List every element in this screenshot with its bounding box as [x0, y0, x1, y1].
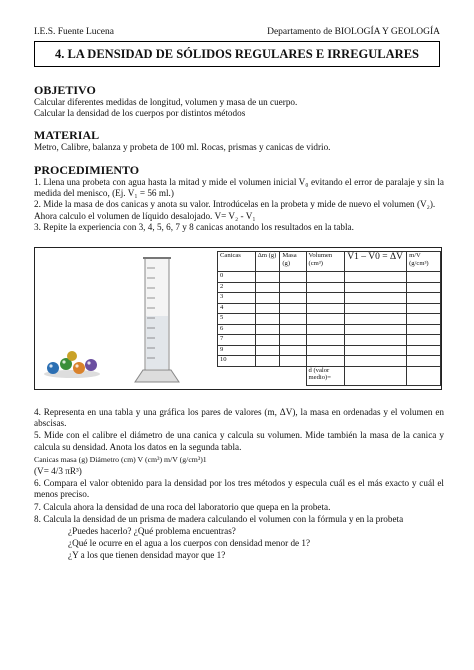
- step-5c: (V= 4/3 πR³): [34, 466, 82, 477]
- step-6: 6. Compara el valor obtenido para la densidad por los tres métodos y especula cuál es el más exacto y cuál el menos preciso.: [34, 478, 444, 500]
- row-label: 6: [218, 324, 256, 335]
- table-row: [218, 345, 441, 356]
- table-cell[interactable]: [280, 293, 306, 304]
- row-label: 5: [218, 314, 256, 325]
- table-cell[interactable]: [345, 272, 407, 283]
- header-masa: Masa (g): [280, 252, 306, 272]
- row-label: 7: [218, 335, 256, 346]
- mean-density-cell[interactable]: [407, 366, 441, 385]
- objetivo-heading: OBJETIVO: [34, 83, 96, 97]
- school-name: I.E.S. Fuente Lucena: [34, 27, 114, 37]
- table-cell[interactable]: [280, 282, 306, 293]
- graduated-cylinder-image: [107, 254, 207, 384]
- step-4: 4. Representa en una tabla y una gráfica los pares de valores (m, ΔV), la masa en ordenadas y el volumen en abscisas.: [34, 407, 444, 429]
- table-row: [218, 314, 441, 325]
- header-delta-v: V1 – V0 = ΔV: [345, 252, 407, 272]
- table-cell[interactable]: [280, 324, 306, 335]
- step-1: 1. Llena una probeta con agua hasta la mitad y mide el volumen inicial V₀ evitando el error de paralaje y sin la medida del menisco, (Ej. V₁ = 56 ml.): [34, 177, 444, 199]
- material-line-1: Metro, Calibre, balanza y probeta de 100 ml. Rocas, prismas y canicas de vidrio.: [34, 142, 331, 152]
- table-cell[interactable]: [407, 324, 441, 335]
- page-header: [34, 27, 440, 39]
- empty-cell: [255, 366, 280, 385]
- table-cell[interactable]: [255, 282, 280, 293]
- table-cell[interactable]: [280, 345, 306, 356]
- table-cell[interactable]: [407, 303, 441, 314]
- table-cell[interactable]: [345, 345, 407, 356]
- procedimiento-section: [34, 163, 444, 233]
- header-delta-m: Δm (g): [255, 252, 280, 272]
- table-cell[interactable]: [255, 303, 280, 314]
- header-canicas: Canicas: [218, 252, 256, 272]
- step-8: 8. Calcula la densidad de un prisma de madera calculando el volumen con la fórmula y en la probeta: [34, 513, 404, 524]
- table-cell[interactable]: [306, 293, 345, 304]
- table-cell[interactable]: [255, 356, 280, 367]
- table-cell[interactable]: [407, 282, 441, 293]
- table-cell[interactable]: [407, 356, 441, 367]
- table-cell[interactable]: [345, 335, 407, 346]
- table-cell[interactable]: [255, 324, 280, 335]
- department-name: Departamento de BIOLOGÍA Y GEOLOGÍA: [267, 27, 440, 37]
- row-label: 10: [218, 356, 256, 367]
- step-3: 3. Repite la experiencia con 3, 4, 5, 6, 7 y 8 canicas anotando los resultados en la tabla.: [34, 221, 354, 232]
- row-label: 4: [218, 303, 256, 314]
- table-cell[interactable]: [345, 324, 407, 335]
- table-cell[interactable]: [345, 314, 407, 325]
- row-label: 3: [218, 293, 256, 304]
- table-row: [218, 335, 441, 346]
- mean-density-cell[interactable]: [345, 366, 407, 385]
- table-row: [218, 356, 441, 367]
- objetivo-section: [34, 83, 444, 119]
- table-cell[interactable]: [407, 314, 441, 325]
- table-cell[interactable]: [306, 314, 345, 325]
- table-cell[interactable]: [306, 282, 345, 293]
- table-cell[interactable]: [345, 293, 407, 304]
- objetivo-line-1: Calcular diferentes medidas de longitud, volumen y masa de un cuerpo.: [34, 97, 298, 107]
- step-2b: Ahora calculo el volumen de líquido desalojado. V= V₂ - V₁: [34, 210, 256, 221]
- row-label: 0: [218, 272, 256, 283]
- table-header-row: [218, 252, 441, 272]
- table-cell[interactable]: [306, 324, 345, 335]
- mean-density-label: d (valor medio)=: [306, 366, 345, 385]
- experiment-figure: [34, 247, 442, 390]
- material-section: [34, 128, 444, 153]
- table-cell[interactable]: [306, 345, 345, 356]
- question-3: ¿Y a los que tienen densidad mayor que 1?: [68, 550, 226, 561]
- table-cell[interactable]: [306, 303, 345, 314]
- material-heading: MATERIAL: [34, 128, 100, 142]
- results-table: [217, 251, 441, 386]
- question-1: ¿Puedes hacerlo? ¿Qué problema encuentras?: [68, 526, 236, 537]
- row-label: 9: [218, 345, 256, 356]
- question-2: ¿Qué le ocurre en el agua a los cuerpos con densidad menor de 1?: [68, 538, 311, 549]
- table-cell[interactable]: [306, 335, 345, 346]
- empty-cell: [280, 366, 306, 385]
- table-cell[interactable]: [280, 272, 306, 283]
- table-cell[interactable]: [306, 272, 345, 283]
- table-cell[interactable]: [345, 282, 407, 293]
- table-cell[interactable]: [255, 272, 280, 283]
- table-footer-row: [218, 366, 441, 385]
- table-cell[interactable]: [407, 335, 441, 346]
- table-cell[interactable]: [255, 335, 280, 346]
- table-row: [218, 272, 441, 283]
- table-row: [218, 324, 441, 335]
- table-cell[interactable]: [407, 293, 441, 304]
- table-cell[interactable]: [280, 314, 306, 325]
- step-2a: 2. Mide la masa de dos canicas y anota su valor. Introdúcelas en la probeta y mide de nuevo el volumen (V₂).: [34, 199, 436, 210]
- procedimiento-heading: PROCEDIMIENTO: [34, 163, 140, 177]
- table-cell[interactable]: [255, 345, 280, 356]
- row-label: 2: [218, 282, 256, 293]
- page-title: 4. LA DENSIDAD DE SÓLIDOS REGULARES E IRREGULARES: [34, 41, 440, 67]
- step-5a: 5. Mide con el calibre el diámetro de una canica y calcula su volumen. Mide también la masa de la canica y calcula su densidad. Anota los datos en la segunda tabla.: [34, 430, 444, 452]
- table-row: [218, 303, 441, 314]
- lower-steps: [34, 407, 444, 563]
- marbles-image: [41, 348, 103, 380]
- table-cell[interactable]: [306, 356, 345, 367]
- table-cell[interactable]: [280, 356, 306, 367]
- table-row: [218, 282, 441, 293]
- table-cell[interactable]: [345, 356, 407, 367]
- step-5b: Canicas masa (g) Diámetro (cm) V (cm³) m/V (g/cm³)1: [34, 454, 207, 464]
- table-cell[interactable]: [407, 345, 441, 356]
- empty-cell: [218, 366, 256, 385]
- table-cell[interactable]: [280, 335, 306, 346]
- table-cell[interactable]: [255, 293, 280, 304]
- step-7: 7. Calcula ahora la densidad de una roca del laboratorio que quepa en la probeta.: [34, 501, 331, 512]
- header-m-over-v: m/V (g/cm³): [407, 252, 441, 272]
- table-cell[interactable]: [280, 303, 306, 314]
- table-cell[interactable]: [345, 303, 407, 314]
- table-row: [218, 293, 441, 304]
- header-volumen: Volumen (cm³): [306, 252, 345, 272]
- table-cell[interactable]: [255, 314, 280, 325]
- table-cell[interactable]: [407, 272, 441, 283]
- objetivo-line-2: Calcular la densidad de los cuerpos por distintos métodos: [34, 108, 246, 119]
